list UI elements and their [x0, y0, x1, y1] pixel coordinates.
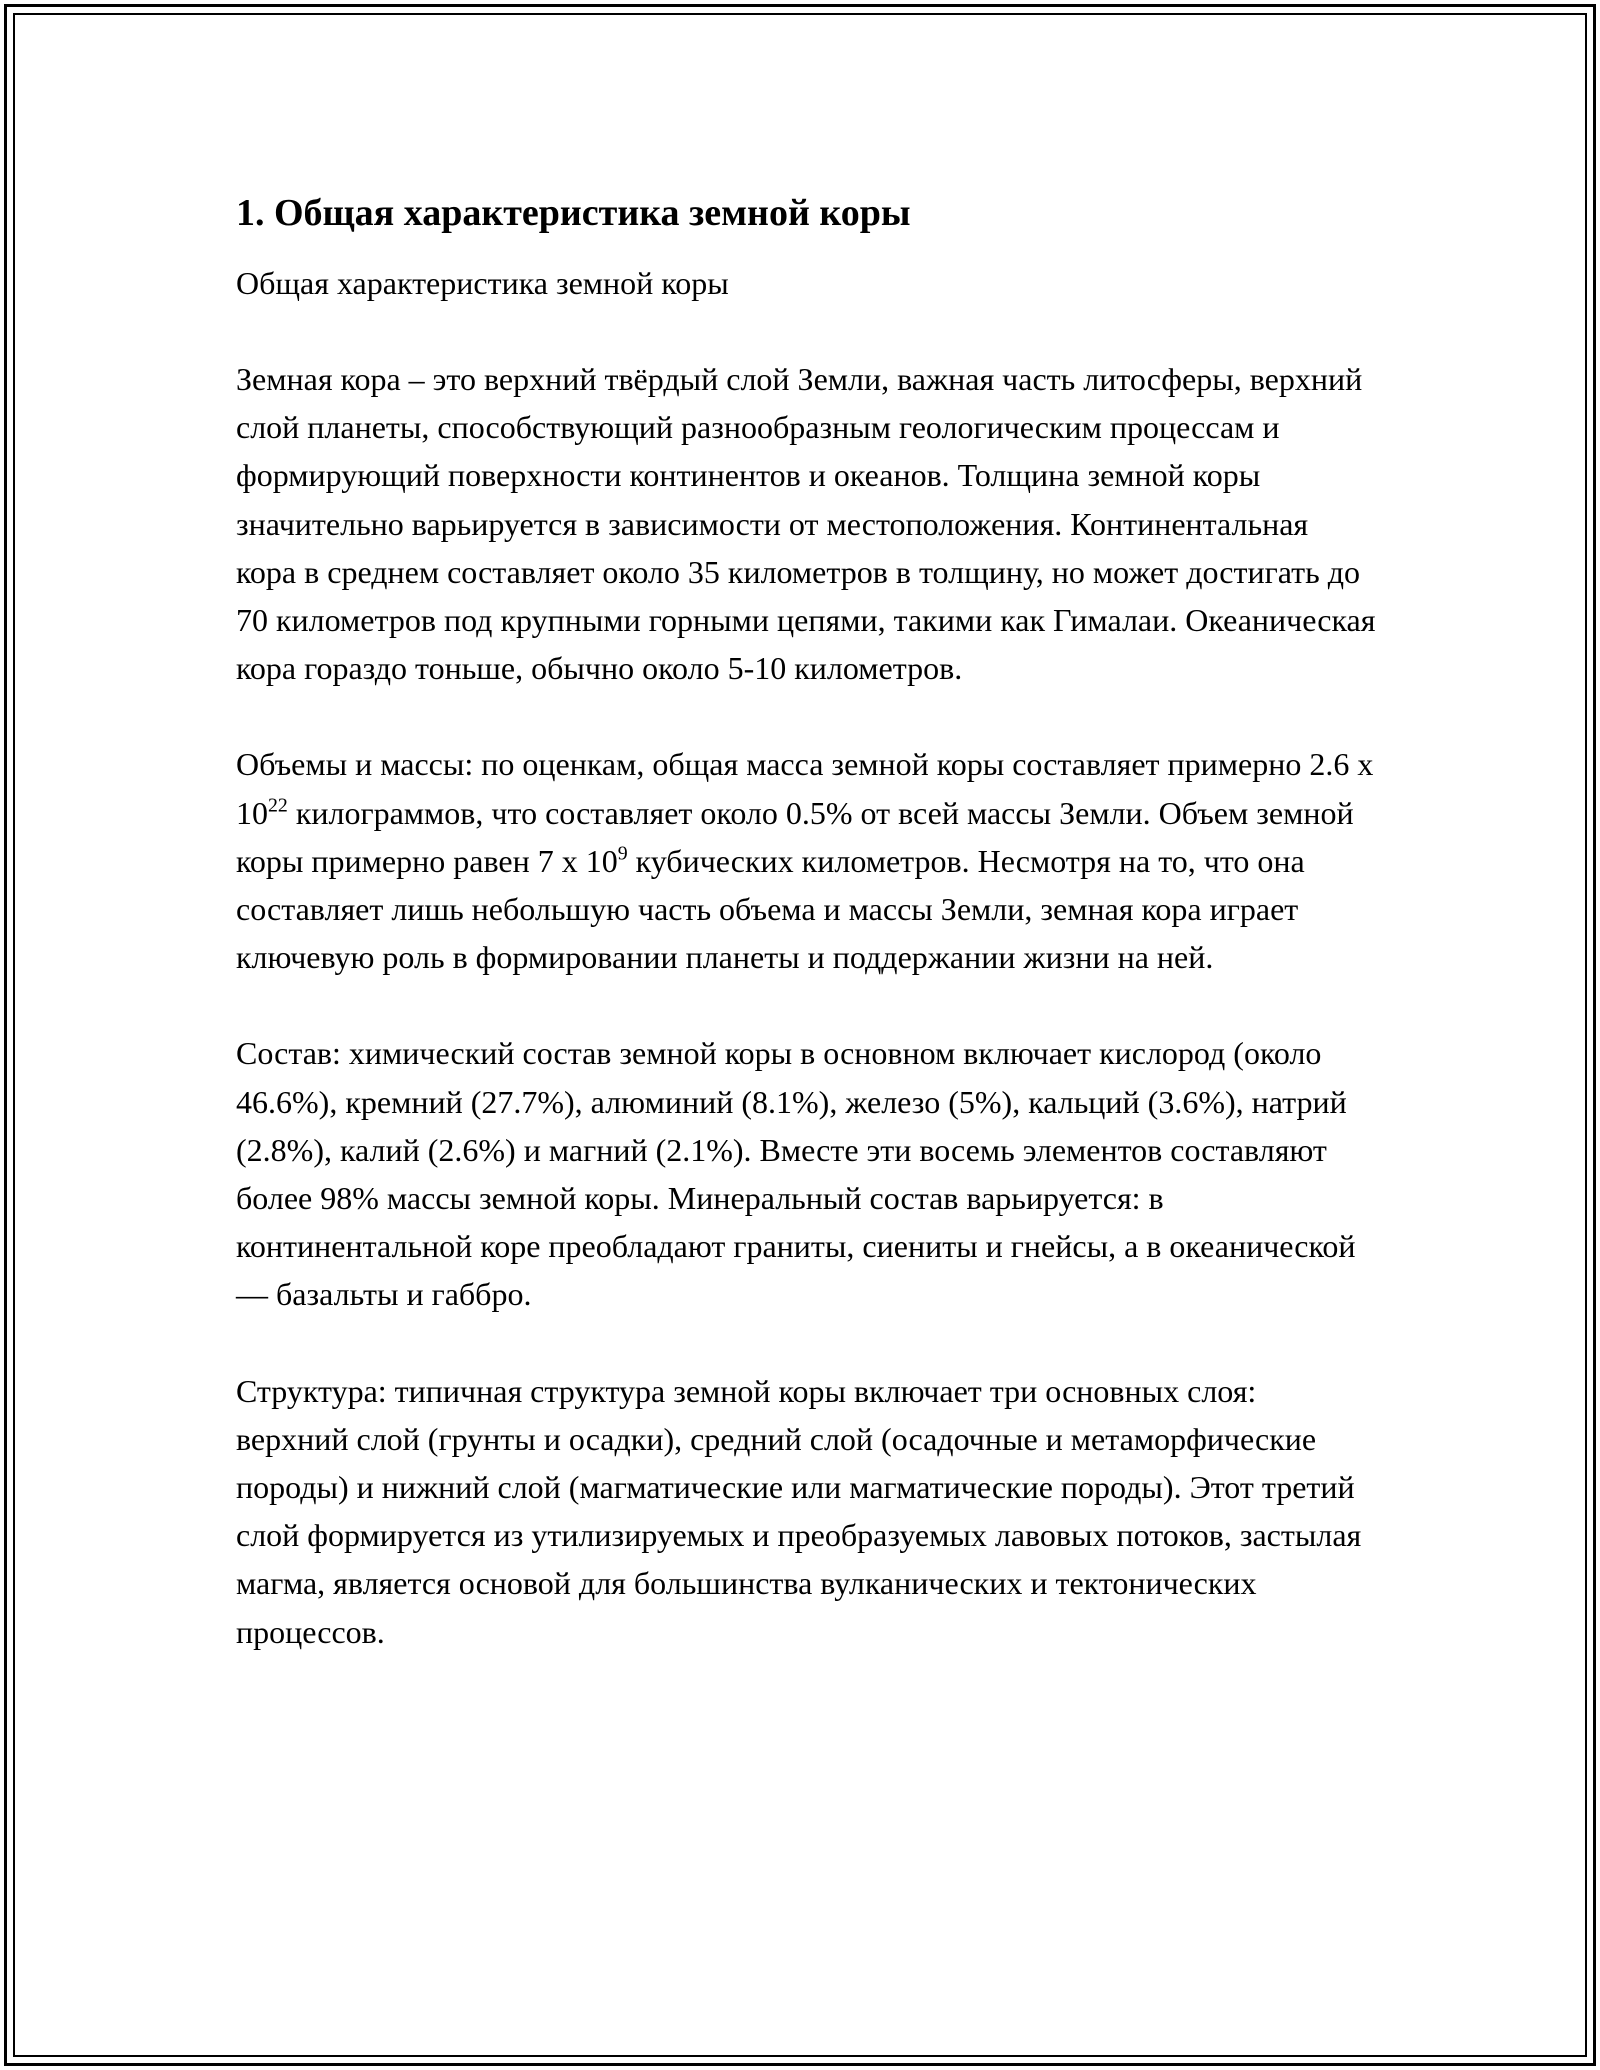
paragraph-volume-mass: [236, 740, 1376, 981]
document-subtitle: Общая характеристика земной коры: [236, 265, 729, 301]
document-body: [236, 188, 1376, 1656]
paragraph-crust-definition: Земная кора – это верхний твёрдый слой Земли, важная часть литосферы, верхний слой планеты, способствующий разнообразным геологическим процессам и формирующий поверхности континентов и океанов. Толщина земной коры значительно варьируется в зависимости от местоположения. Континентальная кора в среднем составляет около 35 километров в толщину, но может достигать до 70 километров под крупными горными цепями, такими как Гималаи. Океаническая кора гораздо тоньше, обычно около 5-10 километров.: [236, 361, 1376, 687]
paragraph-volume-mass-text-2: килограммов, что составляет около 0.5% от всей массы Земли. Объем земной коры примерно равен 7 x 10: [236, 794, 1354, 879]
paragraph-structure: Структура: типичная структура земной коры включает три основных слоя: верхний слой (грунты и осадки), средний слой (осадочные и метаморфические породы) и нижний слой (магматические или магматические породы). Этот третий слой формируется из утилизируемых и преобразуемых лавовых потоков, застылая магма, является основой для большинства вулканических и тектонических процессов.: [236, 1372, 1362, 1650]
exponent-volume: 9: [617, 842, 628, 865]
paragraph-volume-mass-text-1: Объемы и массы: по оценкам, общая масса земной коры составляет примерно 2.6 x 10: [236, 746, 1374, 831]
document-heading: 1. Общая характеристика земной коры: [236, 192, 911, 234]
exponent-mass: 22: [268, 794, 288, 817]
paragraph-composition: Состав: химический состав земной коры в основном включает кислород (около 46.6%), кремний (27.7%), алюминий (8.1%), железо (5%), кальций (3.6%), натрий (2.8%), калий (2.6%) и магний (2.1%). Вместе эти восемь элементов составляют более 98% массы земной коры. Минеральный состав варьируется: в континентальной коре преобладают граниты, сиениты и гнейсы, а в океанической — базальты и габбро.: [236, 1035, 1356, 1313]
paragraph-volume-mass-text-3: кубических километров. Несмотря на то, что она составляет лишь небольшую часть объема и массы Земли, земная кора играет ключевую роль в формировании планеты и поддержании жизни на ней.: [236, 842, 1305, 976]
